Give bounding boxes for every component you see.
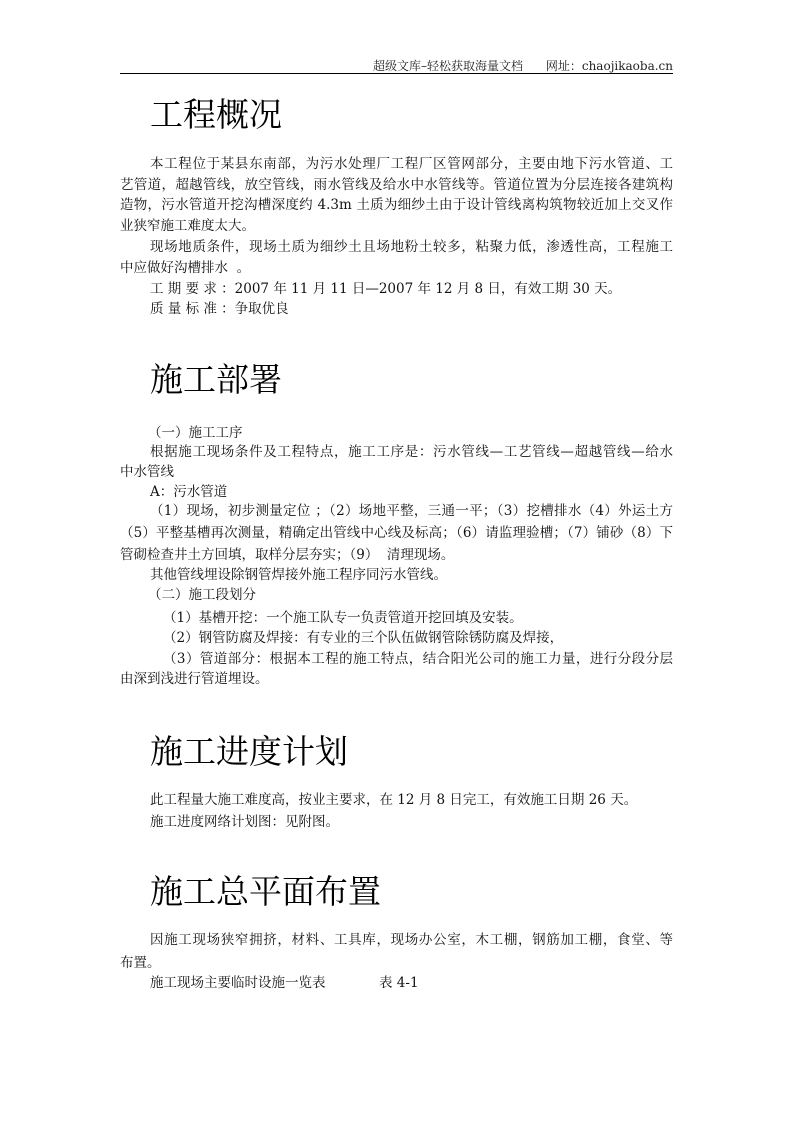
paragraph-line: 由深到浅进行管道埋设。	[120, 671, 269, 687]
paragraph-line: 此工程量大施工难度高，按业主要求，在 12 月 8 日完工，有效施工日期 26 天。	[150, 792, 638, 808]
table-number: 表 4-1	[379, 975, 419, 991]
paragraph-line: （2）钢管防腐及焊接：有专业的三个队伍做钢管除锈防腐及焊接，	[163, 630, 564, 646]
paragraph-line: （二）施工段划分	[148, 587, 256, 603]
paragraph-line: （1）现场，初步测量定位 ；（2）场地平整，三通一平；（3）挖槽排水（4）外运土方	[150, 503, 673, 519]
paragraph-line: 本工程位于某县东南部，为污水处理厂工程厂区管网部分，主要由地下污水管道、工	[150, 156, 673, 172]
paragraph-line: 中水管线	[120, 464, 174, 480]
paragraph-line: （5）平整基槽再次测量，精确定出管线中心线及标高；（6）请监理验槽；（7）铺砂（8）下	[120, 525, 673, 541]
paragraph-line: A：污水管道	[150, 484, 228, 500]
header-url: 网址：chaojikaoba.cn	[545, 59, 673, 73]
paragraph-line: 业狭窄施工难度太大。	[120, 218, 255, 234]
paragraph-line: 艺管道，超越管线，放空管线，雨水管线及给水中水管线等。管道位置为分层连接各建筑构	[120, 177, 673, 193]
section-heading: 施工进度计划	[150, 732, 348, 771]
paragraph-line: 施工进度网络计划图：见附图。	[150, 814, 339, 830]
section-heading: 施工部署	[150, 360, 282, 399]
paragraph-line: 管砌检查井土方回填，取样分层夯实；（9） 清理现场。	[120, 547, 455, 563]
section-heading: 施工总平面布置	[150, 872, 381, 911]
section-heading: 工程概况	[150, 95, 282, 134]
paragraph-line: 现场地质条件，现场土质为细纱土且场地粉土较多，粘聚力低，渗透性高，工程施工	[150, 239, 673, 255]
paragraph-line: 造物，污水管道开挖沟槽深度约 4.3m 土质为细纱土由于设计管线离构筑物较近加上交叉作	[120, 197, 673, 213]
quality-standard: 质 量 标 准 ：争取优良	[150, 301, 289, 317]
table-caption: 施工现场主要临时设施一览表	[150, 975, 326, 991]
paragraph-line: 其他管线埋设除钢管焊接外施工程序同污水管线。	[150, 567, 447, 583]
paragraph-line: （3）管道部分：根据本工程的施工特点，结合阳光公司的施工力量，进行分段分层	[163, 651, 673, 667]
paragraph-line: 布置。	[120, 955, 161, 971]
paragraph-line: 因施工现场狭窄拥挤，材料、工具库，现场办公室，木工棚，钢筋加工棚，食堂、等	[150, 932, 673, 948]
paragraph-line: 根据施工现场条件及工程特点，施工工序是：污水管线—工艺管线—超越管线—给水	[150, 444, 673, 460]
header-site: 超级文库–轻松获取海量文档	[372, 59, 523, 73]
paragraph-line: 中应做好沟槽排水 。	[120, 260, 251, 276]
schedule-requirement: 工 期 要 求 ：2007 年 11 月 11 日—2007 年 12 月 8 日，有效工期 30 天。	[150, 281, 622, 297]
header-rule	[120, 73, 673, 74]
page-header	[373, 57, 673, 74]
paragraph-line: （1）基槽开挖：一个施工队专一负责管道开挖回填及安装。	[163, 610, 523, 626]
paragraph-line: （一）施工工序	[148, 425, 243, 441]
